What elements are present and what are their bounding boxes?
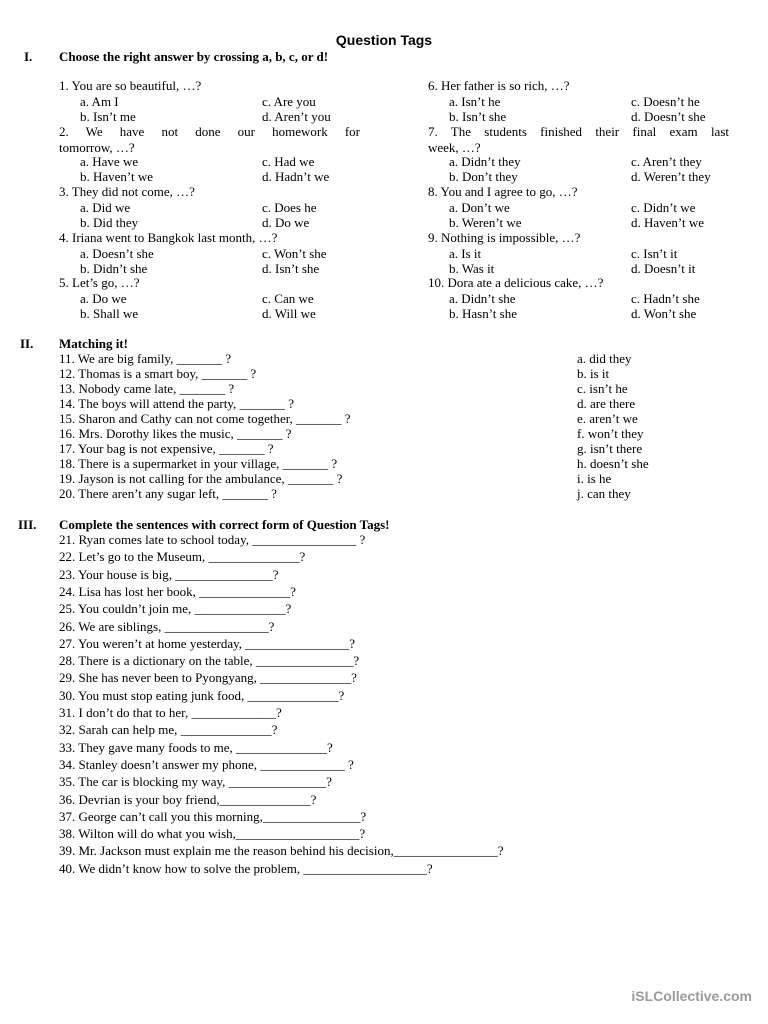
option-a: a. Didn’t they xyxy=(449,154,521,169)
question-line-1: 7. The students finished their final exam last xyxy=(428,124,729,139)
completion-item: 39. Mr. Jackson must explain me the reason behind his decision,________________? xyxy=(59,843,504,859)
completion-item: 32. Sarah can help me, ______________? xyxy=(59,722,278,738)
matching-item: 16. Mrs. Dorothy likes the music, _______ ? xyxy=(59,426,292,442)
matching-item: 13. Nobody came late, _______ ? xyxy=(59,381,235,397)
question-6: 6. Her father is so rich, …? xyxy=(428,78,570,93)
option-a: a. Isn’t he xyxy=(449,94,501,109)
completion-item: 28. There is a dictionary on the table, _______________? xyxy=(59,653,360,669)
matching-answer: i. is he xyxy=(577,471,612,487)
question-4: 4. Iriana went to Bangkok last month, …? xyxy=(59,230,278,245)
section-2-instruction: Matching it! xyxy=(59,336,128,351)
option-b: b. Didn’t she xyxy=(80,261,148,276)
completion-item: 31. I don’t do that to her, _____________? xyxy=(59,705,282,720)
section-3-number: III. xyxy=(18,517,37,532)
option-d: d. Doesn’t she xyxy=(631,109,706,124)
matching-answer: a. did they xyxy=(577,351,632,366)
option-d: d. Doesn’t it xyxy=(631,261,696,276)
option-b: b. Shall we xyxy=(80,306,139,321)
matching-item: 18. There is a supermarket in your village, _______ ? xyxy=(59,456,338,472)
section-1-number: I. xyxy=(24,49,33,64)
option-b: b. Don’t they xyxy=(449,169,518,184)
matching-answer: j. can they xyxy=(577,486,631,502)
matching-answer: h. doesn’t she xyxy=(577,456,649,472)
option-c: c. Aren’t they xyxy=(631,154,702,169)
matching-item: 11. We are big family, _______ ? xyxy=(59,351,232,366)
matching-answer: e. aren’t we xyxy=(577,411,638,427)
completion-item: 35. The car is blocking my way, _______________? xyxy=(59,774,332,790)
question-line-2: tomorrow, …? xyxy=(59,140,135,155)
option-d: d. Aren’t you xyxy=(262,109,331,124)
option-a: a. Am I xyxy=(80,94,119,109)
option-c: c. Won’t she xyxy=(262,246,327,261)
question-5: 5. Let’s go, …? xyxy=(59,275,140,290)
question-8: 8. You and I agree to go, …? xyxy=(428,184,578,199)
completion-item: 25. You couldn’t join me, ______________? xyxy=(59,601,292,617)
completion-item: 24. Lisa has lost her book, ______________? xyxy=(59,583,296,599)
option-c: c. Doesn’t he xyxy=(631,94,700,109)
question-1: 1. You are so beautiful, …? xyxy=(59,78,202,93)
option-a: a. Did we xyxy=(80,200,131,215)
completion-item: 34. Stanley doesn’t answer my phone, _____________ ? xyxy=(59,756,354,772)
option-c: c. Didn’t we xyxy=(631,200,696,215)
completion-item: 37. George can’t call you this morning,_______________? xyxy=(59,808,367,824)
completion-item: 26. We are siblings, ________________? xyxy=(59,618,275,634)
completion-item: 38. Wilton will do what you wish,___________________? xyxy=(59,826,366,842)
watermark: iSLCollective.com xyxy=(631,988,752,1004)
matching-answer: f. won’t they xyxy=(577,426,644,442)
option-d: d. Isn’t she xyxy=(262,261,320,276)
matching-answer: c. isn’t he xyxy=(577,381,628,397)
matching-item: 19. Jayson is not calling for the ambulance, _______ ? xyxy=(59,471,343,487)
matching-item: 14. The boys will attend the party, _______ ? xyxy=(59,396,295,412)
question-line-1: 2. We have not done our homework for xyxy=(59,124,360,139)
completion-item: 29. She has never been to Pyongyang, ______________? xyxy=(59,670,357,686)
option-c: c. Does he xyxy=(262,200,317,215)
option-a: a. Don’t we xyxy=(449,200,510,215)
option-d: d. Will we xyxy=(262,306,316,321)
page-title: Question Tags xyxy=(335,32,433,48)
option-c: c. Isn’t it xyxy=(631,246,678,261)
option-d: d. Won’t she xyxy=(631,306,697,321)
completion-item: 21. Ryan comes late to school today, ________________ ? xyxy=(59,532,366,547)
option-b: b. Isn’t she xyxy=(449,109,507,124)
matching-answer: b. is it xyxy=(577,366,610,382)
option-c: c. Had we xyxy=(262,154,315,169)
option-c: c. Are you xyxy=(262,94,316,109)
option-d: d. Hadn’t we xyxy=(262,169,330,184)
option-a: a. Didn’t she xyxy=(449,291,516,306)
option-b: b. Was it xyxy=(449,261,495,276)
option-b: b. Did they xyxy=(80,215,139,230)
section-2-number: II. xyxy=(20,336,34,351)
option-a: a. Is it xyxy=(449,246,482,261)
completion-item: 40. We didn’t know how to solve the problem, ___________________? xyxy=(59,860,433,876)
option-d: d. Weren’t they xyxy=(631,169,711,184)
completion-item: 33. They gave many foods to me, ______________? xyxy=(59,739,333,755)
question-2 xyxy=(59,124,360,156)
option-a: a. Do we xyxy=(80,291,127,306)
option-b: b. Hasn’t she xyxy=(449,306,518,321)
matching-answer: g. isn’t there xyxy=(577,441,643,457)
completion-item: 36. Devrian is your boy friend,______________? xyxy=(59,791,317,807)
matching-item: 12. Thomas is a smart boy, _______ ? xyxy=(59,366,257,382)
option-a: a. Have we xyxy=(80,154,139,169)
completion-item: 23. Your house is big, _______________? xyxy=(59,566,279,582)
completion-item: 30. You must stop eating junk food, ______________? xyxy=(59,687,345,703)
option-c: c. Hadn’t she xyxy=(631,291,700,306)
option-d: d. Haven’t we xyxy=(631,215,705,230)
section-3-instruction: Complete the sentences with correct form of Question Tags! xyxy=(59,517,390,532)
option-a: a. Doesn’t she xyxy=(80,246,154,261)
option-b: b. Isn’t me xyxy=(80,109,136,124)
matching-item: 15. Sharon and Cathy can not come together, _______ ? xyxy=(59,411,351,427)
question-line-2: week, …? xyxy=(428,140,481,155)
matching-item: 17. Your bag is not expensive, _______ ? xyxy=(59,441,274,457)
section-1-instruction: Choose the right answer by crossing a, b, c, or d! xyxy=(59,49,329,64)
completion-item: 27. You weren’t at home yesterday, ________________? xyxy=(59,635,356,651)
question-3: 3. They did not come, …? xyxy=(59,184,195,199)
option-b: b. Haven’t we xyxy=(80,169,154,184)
completion-item: 22. Let’s go to the Museum, ______________? xyxy=(59,549,306,565)
option-c: c. Can we xyxy=(262,291,314,306)
question-7 xyxy=(428,124,729,156)
matching-answer: d. are there xyxy=(577,396,636,412)
question-10: 10. Dora ate a delicious cake, …? xyxy=(428,275,604,290)
question-9: 9. Nothing is impossible, …? xyxy=(428,230,581,245)
option-d: d. Do we xyxy=(262,215,310,230)
matching-item: 20. There aren’t any sugar left, _______ ? xyxy=(59,486,277,502)
option-b: b. Weren’t we xyxy=(449,215,522,230)
